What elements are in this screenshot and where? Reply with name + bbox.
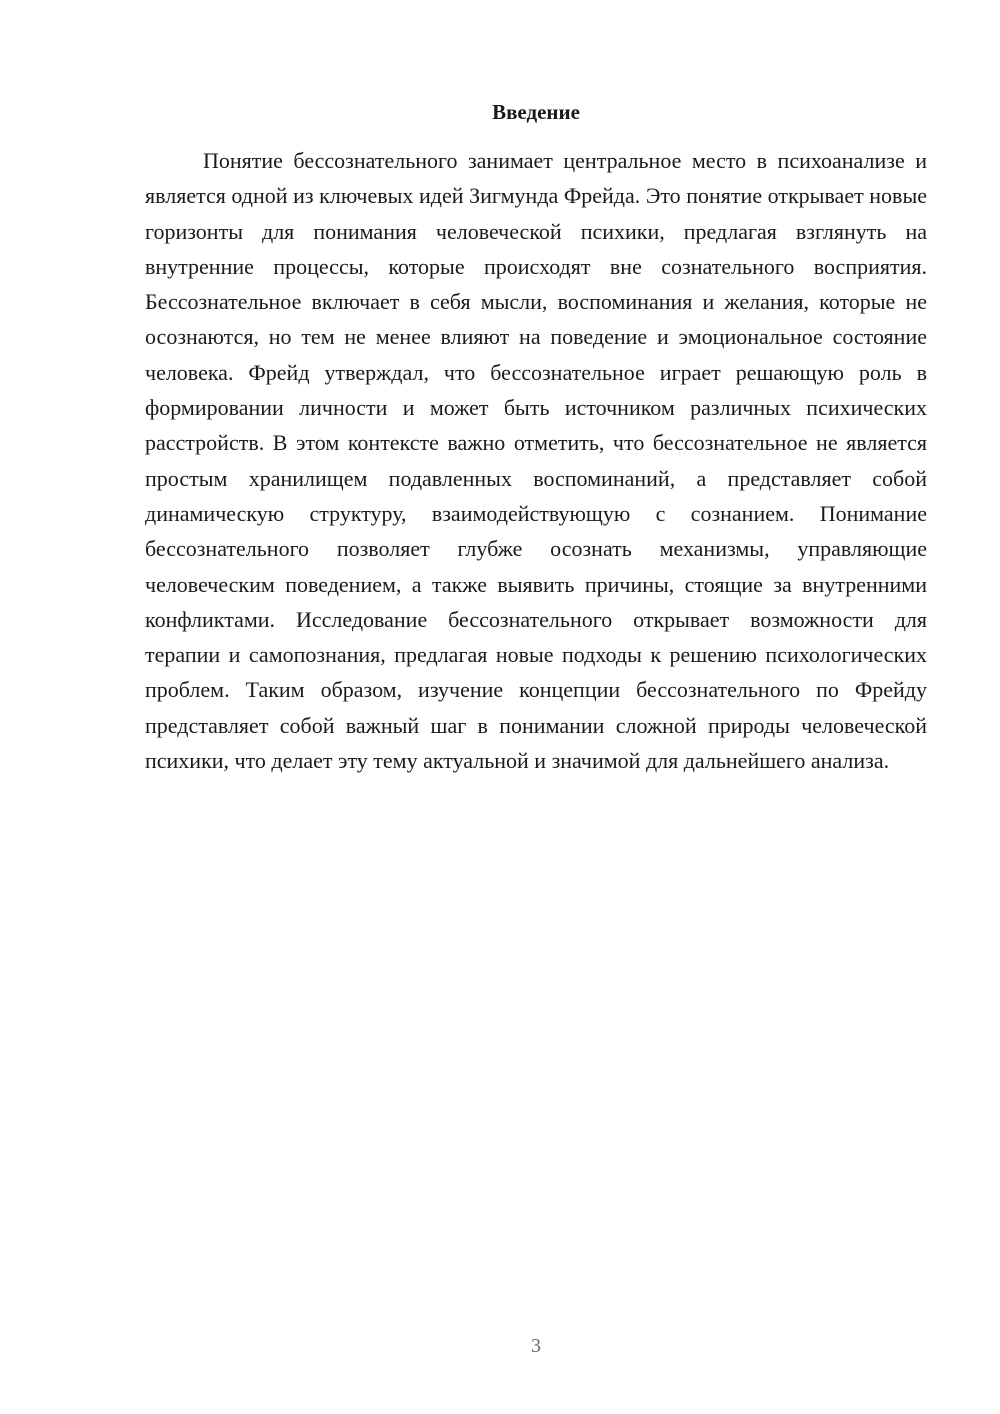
page-number: 3 <box>531 1335 541 1357</box>
section-heading: Введение <box>492 100 580 124</box>
body-paragraph: Понятие бессознательного занимает центральное место в психоанализе и является одной из ключевых идей Зигмунда Фрейда. Это понятие открывает новые горизонты для понимания человеческой психики, предлагая взглянуть на внутренние процессы, которые происходят вне сознательного восприятия. Бессознательное включает в себя мысли, воспоминания и желания, которые не осознаются, но тем не менее влияют на поведение и эмоциональное состояние человека. Фрейд утверждал, что бессознательное играет решающую роль в формировании личности и может быть источником различных психических расстройств. В этом контексте важно отметить, что бессознательное не является простым хранилищем подавленных воспоминаний, а представляет собой динамическую структуру, взаимодействующую с сознанием. Понимание бессознательного позволяет глубже осознать механизмы, управляющие человеческим поведением, а также выявить причины, стоящие за внутренними конфликтами. Исследование бессознательного открывает возможности для терапии и самопознания, предлагая новые подходы к решению психологических проблем. Таким образом, изучение концепции бессознательного по Фрейду представляет собой важный шаг в понимании сложной природы человеческой психики, что делает эту тему актуальной и значимой для дальнейшего анализа. <box>145 148 927 774</box>
